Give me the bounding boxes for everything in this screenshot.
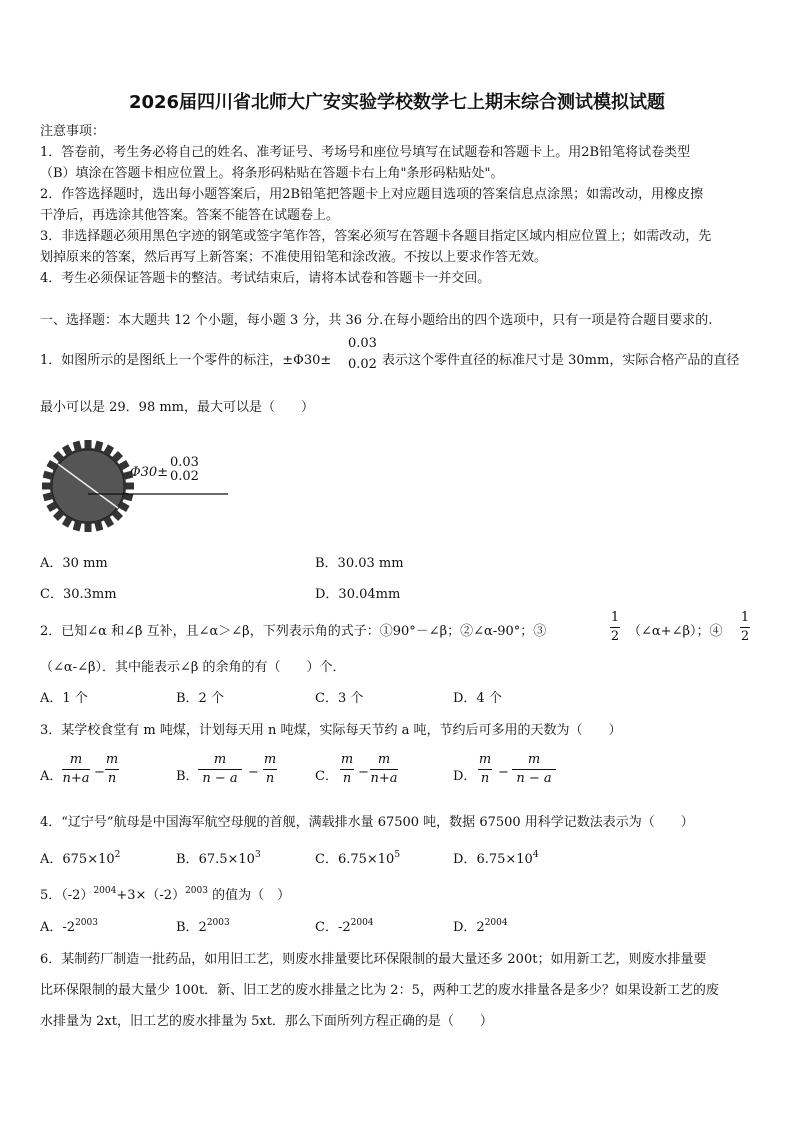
q2-option-a[interactable]: A．1 个 <box>40 691 88 706</box>
q2-option-d[interactable]: D．4 个 <box>453 691 502 706</box>
q3-d-frac1 <box>478 752 492 787</box>
q5-text <box>40 884 290 903</box>
notice-line-7: 4．考生必须保证答题卡的整洁。考试结束后，请将本试卷和答题卡一并交回。 <box>40 271 491 286</box>
q3-b-num2: m <box>263 752 277 767</box>
q3-c-den1: n <box>342 771 352 786</box>
q5-c-exp: 2004 <box>350 918 374 928</box>
q4-d-base: 6.75×10 <box>476 852 533 867</box>
q3-text: 3．某学校食堂有 m 吨煤，计划每天用 n 吨煤，实际每天节约 a 吨，节约后可多用的天数为（ ） <box>40 723 622 738</box>
gear-frac-top: 0.03 <box>170 455 199 470</box>
q4-c-base: 6.75×10 <box>337 852 395 867</box>
gear-label: Φ30± <box>130 465 169 480</box>
q4-a-exp: 2 <box>114 850 121 860</box>
q4-option-b[interactable] <box>176 848 261 867</box>
q1-text-b: 表示这个零件直径的标准尺寸是 30mm，实际合格产品的直径 <box>382 353 740 368</box>
q2-frac1-den: 2 <box>610 629 620 644</box>
notice-line-3: 2．作答选择题时，选出每小题答案后，用2B铅笔把答题卡上对应题目选项的答案信息点涂黑；如需改动，用橡皮擦 <box>40 187 704 202</box>
q3-option-c-label[interactable]: C． <box>315 769 338 784</box>
q3-c-num2: m <box>377 752 391 767</box>
q3-option-d-label[interactable]: D． <box>453 769 477 784</box>
notice-line-5: 3．非选择题必须用黑色字迹的钢笔或签字笔作答，答案必须写在答题卡各题目指定区域内相应位置上；如需改动，先 <box>40 229 712 244</box>
q1-text-a: 1．如图所示的是图纸上一个零件的标注，±Φ30± <box>40 353 332 368</box>
q3-a-num1: m <box>69 752 83 767</box>
q4-c-label: C． <box>315 852 338 867</box>
q1-option-b[interactable]: B．30.03 mm <box>315 556 404 571</box>
q5-b-exp: 2003 <box>206 918 230 928</box>
q6-line-3: 水排量为 2xt，旧工艺的废水排量为 5xt．那么下面所列方程正确的是（ ） <box>40 1014 493 1029</box>
q3-d-den1: n <box>480 771 490 786</box>
q2-option-c[interactable]: C．3 个 <box>315 691 364 706</box>
q3-a-den2: n <box>107 771 117 786</box>
q5-a-exp: 2003 <box>75 918 98 928</box>
q2-fraction-1 <box>610 610 620 645</box>
q2-text-b: （∠α+∠β）；④ <box>628 624 723 639</box>
q3-b-frac2 <box>263 752 277 787</box>
q3-option-b-label[interactable]: B． <box>176 769 199 784</box>
q3-d-den2: n − a <box>516 771 552 786</box>
q3-b-den2: n <box>265 771 275 786</box>
q4-d-exp: 4 <box>532 850 539 860</box>
q5-pre: 5．（-2） <box>40 888 94 903</box>
notice-line-1: 1．答卷前，考生务必将自己的姓名、准考证号、考场号和座位号填写在试题卷和答题卡上。用2B铅笔将试卷类型 <box>40 145 691 160</box>
q5-mid: +3×（-2） <box>116 888 186 903</box>
page-title: 2026届四川省北师大广安实验学校数学七上期末综合测试模拟试题 <box>128 92 666 113</box>
q5-a-label: A．-2 <box>40 920 76 935</box>
q6-line-1: 6．某制药厂制造一批药品，如用旧工艺，则废水排量要比环保限制的最大量还多 200t；如用新工艺，则废水排量要 <box>40 952 707 967</box>
gear-fraction <box>170 456 199 484</box>
notice-line-6: 划掉原来的答案，然后再写上新答案；不准使用铅笔和涂改液。不按以上要求作答无效。 <box>40 250 548 265</box>
gear-figure <box>40 438 240 538</box>
q4-a-base: 675×10 <box>62 852 115 867</box>
q4-b-base: 67.5×10 <box>198 852 255 867</box>
gear-frac-bottom: 0.02 <box>170 469 199 484</box>
notice-line-2: （B）填涂在答题卡相应位置上。将条形码粘贴在答题卡右上角"条形码粘贴处"。 <box>40 166 504 181</box>
q2-text-a: 2．已知∠α 和∠β 互补，且∠α＞∠β，下列表示角的式子：①90°－∠β；②∠α-90°；③ <box>40 624 547 639</box>
q3-d-num1: m <box>478 752 492 767</box>
q3-a-frac1 <box>62 752 90 787</box>
q5-b-label: B．2 <box>176 920 207 935</box>
q3-a-frac2 <box>105 752 119 787</box>
q3-d-minus: − <box>498 765 509 780</box>
q5-option-a[interactable] <box>40 916 98 935</box>
q1-option-d[interactable]: D．30.04mm <box>315 587 401 602</box>
q4-option-d[interactable] <box>453 848 539 867</box>
q3-a-minus: − <box>94 765 105 780</box>
q3-c-den2: n+a <box>370 771 398 786</box>
q4-a-label: A． <box>40 852 63 867</box>
q3-b-num1: m <box>213 752 227 767</box>
q3-d-frac2 <box>512 752 556 787</box>
q2-frac2-den: 2 <box>740 629 750 644</box>
q4-text: 4．“辽宁号”航母是中国海军航空母舰的首舰，满载排水量 67500 吨，数据 67500 用科学记数法表示为（ ） <box>40 815 694 830</box>
q1-option-a[interactable]: A．30 mm <box>40 556 108 571</box>
q3-a-num2: m <box>105 752 119 767</box>
q1-text-line2: 最小可以是 29．98 mm，最大可以是（ ） <box>40 400 315 415</box>
q2-option-b[interactable]: B．2 个 <box>176 691 224 706</box>
q4-d-label: D． <box>453 852 477 867</box>
q5-option-c[interactable] <box>315 916 374 935</box>
q5-post: 的值为（ ） <box>207 888 291 903</box>
q5-d-label: D．2 <box>453 920 485 935</box>
q2-frac2-num: 1 <box>740 610 750 625</box>
q3-b-frac1 <box>198 752 242 787</box>
q3-c-frac1 <box>340 752 354 787</box>
q5-option-b[interactable] <box>176 916 230 935</box>
q2-fraction-2 <box>740 610 750 645</box>
q3-b-den1: n − a <box>202 771 238 786</box>
q3-b-minus: − <box>248 765 259 780</box>
q3-c-minus: − <box>358 765 369 780</box>
q4-b-exp: 3 <box>254 850 261 860</box>
q3-c-num1: m <box>340 752 354 767</box>
q1-frac-bottom: 0.02 <box>348 357 377 372</box>
q6-line-2: 比环保限制的最大量少 100t．新、旧工艺的废水排量之比为 2：5，两种工艺的废水排量各是多少？如果设新工艺的废 <box>40 983 719 998</box>
q3-a-den1: n+a <box>62 771 90 786</box>
q2-text-line2: （∠α-∠β）．其中能表示∠β 的余角的有（ ）个． <box>40 660 346 675</box>
q2-frac1-num: 1 <box>610 610 620 625</box>
q5-option-d[interactable] <box>453 916 508 935</box>
q3-d-num2: m <box>527 752 541 767</box>
q1-fraction <box>348 336 377 373</box>
q4-c-exp: 5 <box>394 850 401 860</box>
q4-b-label: B． <box>176 852 199 867</box>
q5-c-label: C．-2 <box>315 920 351 935</box>
q4-option-c[interactable] <box>315 848 400 867</box>
q5-d-exp: 2004 <box>484 918 508 928</box>
section-heading: 一、选择题：本大题共 12 个小题，每小题 3 分，共 36 分.在每小题给出的四个选项中，只有一项是符合题目要求的. <box>40 313 713 328</box>
q3-c-frac2 <box>370 752 398 787</box>
q4-option-a[interactable] <box>40 848 120 867</box>
notice-heading: 注意事项： <box>40 124 106 139</box>
q1-frac-top: 0.03 <box>348 336 377 351</box>
q1-option-c[interactable]: C．30.3mm <box>40 587 117 602</box>
q3-option-a-label[interactable]: A． <box>40 769 63 784</box>
notice-line-4: 干净后，再选涂其他答案。答案不能答在试题卷上。 <box>40 208 340 223</box>
q5-exp2: 2003 <box>185 886 208 896</box>
q5-exp1: 2004 <box>93 886 117 896</box>
